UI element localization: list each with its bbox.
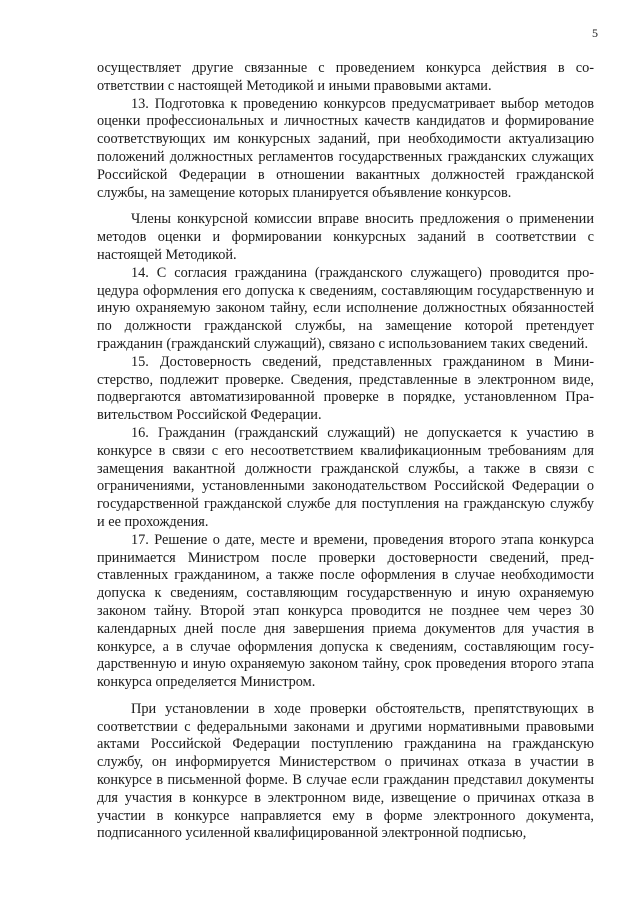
paragraph-commission-members: Члены конкурсной комиссии вправе вносить предложения о применении методов оценки и формировании конкурсных заданий в соответствии с настоящей Методикой.	[97, 211, 594, 263]
paragraph-continuation: осуществляет другие связанные с проведением конкурса действия в соответствии с настоящей Методикой и иными правовыми актами.	[97, 60, 594, 94]
paragraph-14: 14. С согласия гражданина (гражданского служащего) проводится процедура оформления его допуска к сведениям, составляющим государственную и иную охраняемую законом тайну, если исполнение должностных обязанностей по должности гражданской службы, на замещение которой претендует гражданин (гражданский служащий), связано с использованием таких сведений.	[97, 264, 594, 352]
paragraph-16: 16. Гражданин (гражданский служащий) не допускается к участию в конкурсе в связи с его несоответствием квалификационным требованиям для замещения вакантной должности гражданской службы, а также в связи с ограничениями, установленными законодательством Российской Федерации о государственной гражданской службе для поступления на гражданскую службу и ее прохождения.	[97, 424, 594, 530]
paragraph-15: 15. Достоверность сведений, представленных гражданином в Министерство, подлежит проверке. Сведения, представленные в электронном виде, подвергаются автоматизированной проверке в порядке, установленном Правительством Российской Федерации.	[97, 353, 594, 424]
page-number: 5	[592, 26, 598, 40]
paragraph-verification: При установлении в ходе проверки обстоятельств, препятствующих в соответствии с федеральными законами и другими нормативными правовыми актами Российской Федерации поступлению гражданина на гражданскую службу, он информируется Министерством о причинах отказа в участии в конкурсе в письменной форме. В случае если гражданин представил документы для участия в конкурсе в электронном виде, извещение о причинах отказа в участии в конкурсе направляется ему в форме электронного документа, подписанного усиленной квалифицированной электронной подписью,	[97, 700, 594, 842]
paragraph-13: 13. Подготовка к проведению конкурсов предусматривает выбор методов оценки профессиональных и личностных качеств кандидатов и формирование соответствующих им конкурсных заданий, при необходимости актуализацию положений должностных регламентов государственных гражданских служащих Российской Федерации в отношении вакантных должностей гражданской службы, на замещение которых планируется объявление конкурсов.	[97, 95, 594, 201]
body-text	[97, 60, 594, 843]
paragraph-17: 17. Решение о дате, месте и времени, проведения второго этапа конкурса принимается Министром после проверки достоверности сведений, представленных гражданином, а также после оформления в случае необходимости допуска к сведениям, составляющим государственную и иную охраняемую законом тайну. Второй этап конкурса проводится не позднее чем через 30 календарных дней после дня завершения приема документов для участия в конкурсе, а в случае оформления допуска к сведениям, составляющим государственную и иную охраняемую законом тайну, срок проведения второго этапа конкурса определяется Министром.	[97, 531, 594, 691]
